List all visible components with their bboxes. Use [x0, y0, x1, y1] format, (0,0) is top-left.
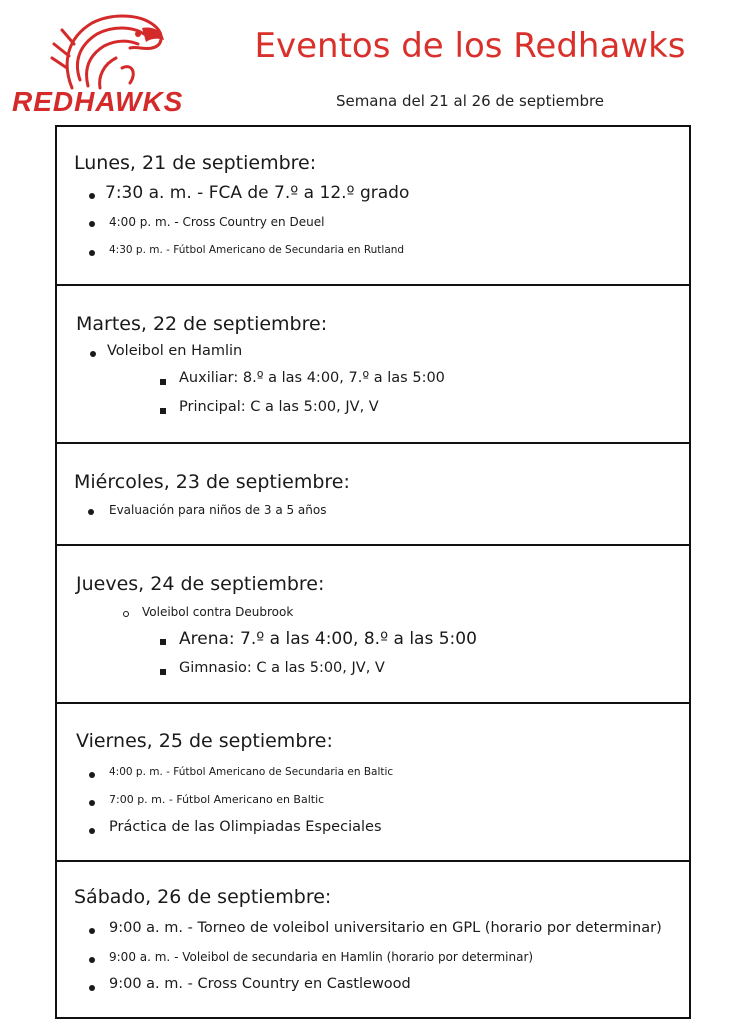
square-bullet-icon — [160, 408, 166, 414]
bullet-icon — [89, 957, 95, 963]
bullet-icon — [89, 828, 95, 834]
event-item: Voleibol contra Deubrook — [142, 605, 294, 619]
bullet-icon — [89, 193, 95, 199]
event-item: 9:00 a. m. - Voleibol de secundaria en Hamlin (horario por determinar) — [109, 950, 534, 964]
day-section-friday — [57, 704, 689, 862]
event-item: 7:00 p. m. - Fútbol Americano en Baltic — [109, 793, 325, 806]
event-item: 4:00 p. m. - Cross Country en Deuel — [109, 215, 325, 229]
day-section-wednesday — [57, 444, 689, 546]
event-item: Evaluación para niños de 3 a 5 años — [109, 503, 327, 517]
square-bullet-icon — [160, 669, 166, 675]
page-subtitle: Semana del 21 al 26 de septiembre — [335, 92, 605, 110]
day-section-saturday — [57, 862, 689, 1017]
redhawks-logo — [12, 8, 217, 120]
redhawk-head-icon — [12, 8, 217, 93]
schedule-table — [55, 125, 691, 1019]
day-section-monday — [57, 127, 689, 286]
logo-wordmark: REDHAWKS — [12, 86, 184, 117]
bullet-icon — [88, 509, 94, 515]
bullet-icon — [89, 928, 95, 934]
bullet-icon — [89, 221, 95, 227]
event-sub-item: Principal: C a las 5:00, JV, V — [179, 399, 379, 415]
event-sub-item: Auxiliar: 8.º a las 4:00, 7.º a las 5:00 — [179, 370, 445, 386]
event-item: Voleibol en Hamlin — [107, 343, 243, 359]
day-title: Viernes, 25 de septiembre: — [76, 730, 333, 752]
day-title: Lunes, 21 de septiembre: — [74, 152, 317, 174]
event-item: 9:00 a. m. - Cross Country en Castlewood — [109, 976, 411, 992]
circle-bullet-icon — [123, 611, 129, 617]
day-section-tuesday — [57, 286, 689, 444]
event-item: 4:00 p. m. - Fútbol Americano de Secundaria en Baltic — [109, 766, 394, 778]
day-title: Miércoles, 23 de septiembre: — [74, 471, 350, 493]
event-item: 4:30 p. m. - Fútbol Americano de Secundaria en Rutland — [109, 244, 405, 256]
day-section-thursday — [57, 546, 689, 704]
bullet-icon — [89, 250, 95, 256]
bullet-icon — [89, 985, 95, 991]
event-sub-item: Arena: 7.º a las 4:00, 8.º a las 5:00 — [179, 629, 477, 649]
event-item: Práctica de las Olimpiadas Especiales — [109, 819, 382, 835]
bullet-icon — [89, 772, 95, 778]
event-item: 9:00 a. m. - Torneo de voleibol universitario en GPL (horario por determinar) — [109, 920, 662, 936]
page-title: Eventos de los Redhawks — [254, 26, 686, 66]
event-sub-item: Gimnasio: C a las 5:00, JV, V — [179, 660, 385, 676]
bullet-icon — [89, 800, 95, 806]
day-title: Martes, 22 de septiembre: — [76, 313, 328, 335]
bullet-icon — [90, 351, 96, 357]
square-bullet-icon — [160, 379, 166, 385]
day-title: Jueves, 24 de septiembre: — [76, 573, 325, 595]
day-title: Sábado, 26 de septiembre: — [74, 886, 332, 908]
square-bullet-icon — [160, 639, 166, 645]
event-item: 7:30 a. m. - FCA de 7.º a 12.º grado — [105, 183, 410, 203]
